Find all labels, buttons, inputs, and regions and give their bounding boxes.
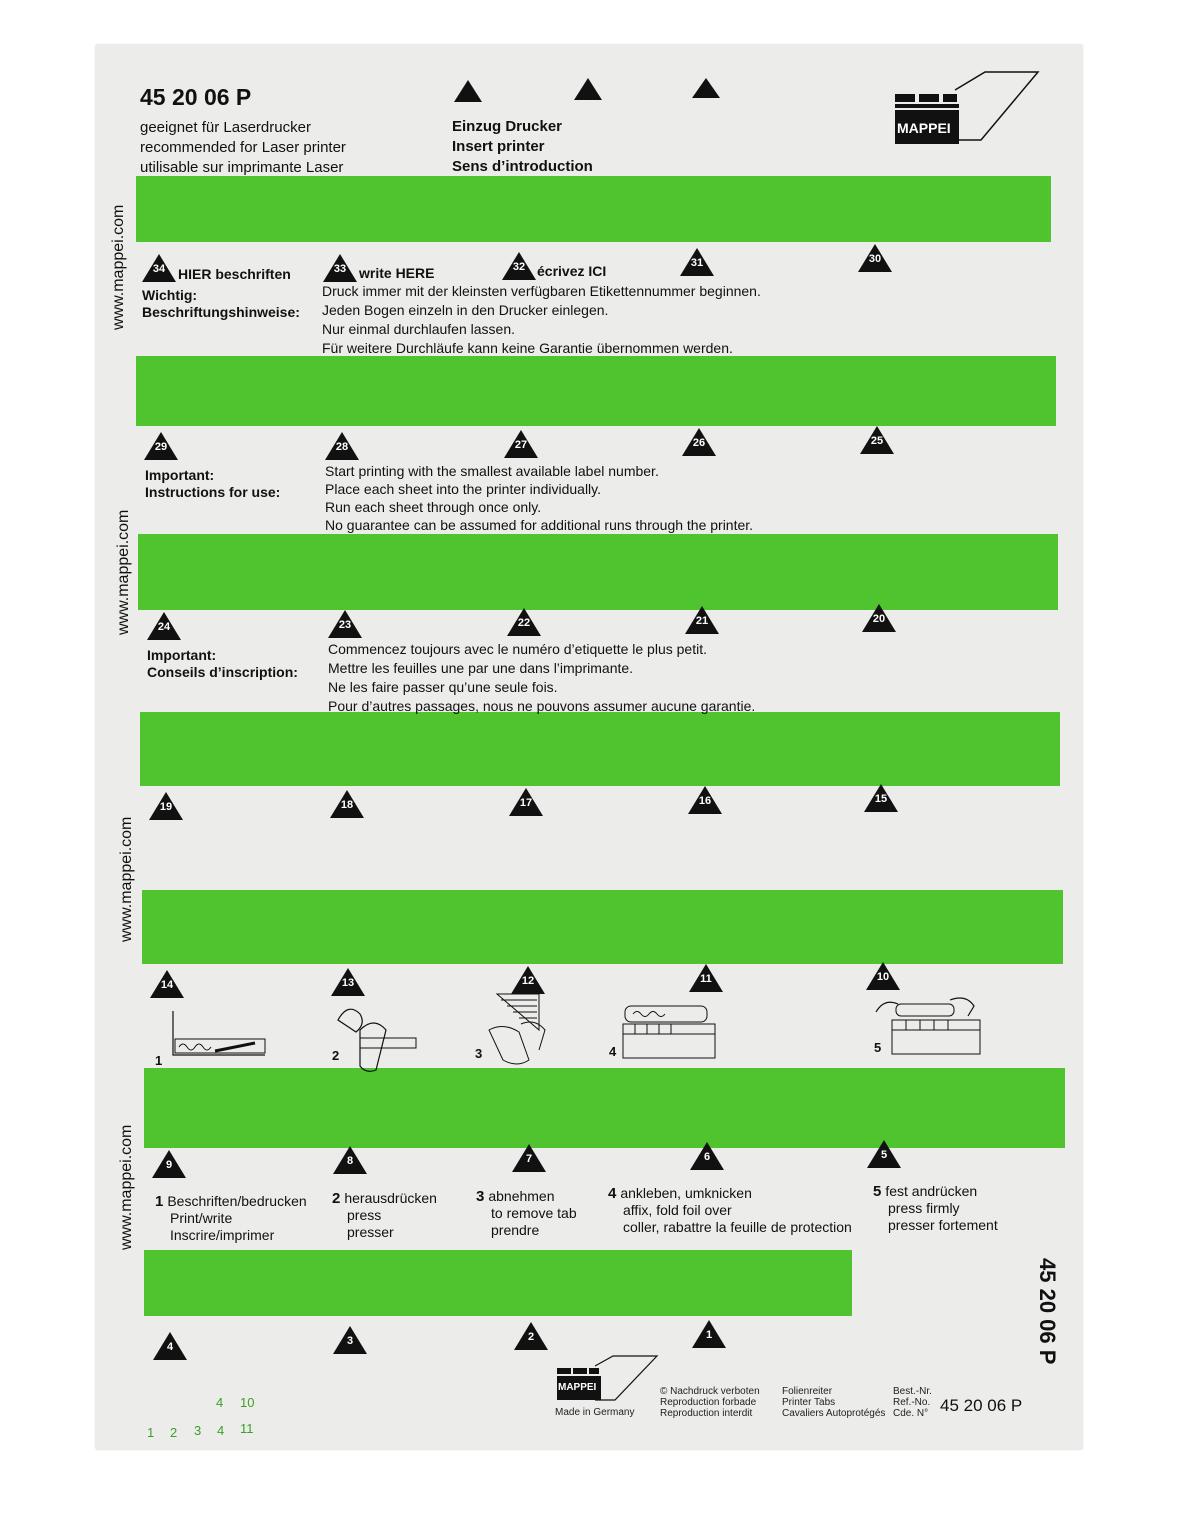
product-type-line: Folienreiter <box>782 1386 833 1397</box>
tab-marker <box>153 1332 187 1360</box>
step-5 <box>873 1183 998 1234</box>
print-number: 10 <box>240 1395 255 1410</box>
made-in-germany: Made in Germany <box>555 1407 635 1418</box>
print-number: 4 <box>216 1395 224 1410</box>
step-number: 1 <box>155 1193 164 1210</box>
notes-heading-fr <box>147 647 298 681</box>
copyright-notice <box>660 1386 760 1419</box>
step-line: presser fortement <box>888 1217 998 1233</box>
tab-number: 33 <box>333 263 347 275</box>
tab-marker <box>680 248 714 276</box>
print-number: 1 <box>147 1425 155 1440</box>
notes-heading-line: Conseils d’inscription: <box>147 664 298 680</box>
product-type <box>782 1386 885 1419</box>
illustration-number: 2 <box>332 1048 340 1063</box>
tab-marker <box>328 610 362 638</box>
notes-line: Jeden Bogen einzeln in den Drucker einlegen. <box>322 302 609 318</box>
notes-fr <box>328 640 755 716</box>
footer-product-code: 45 20 06 P <box>940 1396 1023 1415</box>
step-line: Print/write <box>170 1210 233 1226</box>
step-line: presser <box>347 1224 394 1240</box>
step-line: ankleben, umknicken <box>620 1185 752 1201</box>
step-4 <box>608 1185 852 1236</box>
tab-marker <box>150 970 184 998</box>
illustration-press <box>330 1000 420 1075</box>
label-strip[interactable] <box>136 356 1056 426</box>
step-1 <box>155 1193 307 1244</box>
tab-number: 26 <box>692 437 706 449</box>
product-type-line: Printer Tabs <box>782 1397 836 1408</box>
tab-marker <box>864 784 898 812</box>
product-code: 45 20 06 P <box>140 84 252 110</box>
tab-number: 3 <box>346 1335 354 1347</box>
reference-labels <box>893 1386 932 1419</box>
tab-number: 21 <box>695 615 709 627</box>
tab-number: 8 <box>346 1155 354 1167</box>
tab-number: 34 <box>152 263 166 275</box>
notes-heading-de <box>142 287 300 321</box>
logo-text: MAPPEI <box>897 120 951 136</box>
notes-heading-line: Important: <box>147 647 217 663</box>
tab-marker <box>866 962 900 990</box>
tab-marker <box>860 426 894 454</box>
tab-number: 28 <box>335 441 349 453</box>
tab-number: 29 <box>154 441 168 453</box>
hand-press-firmly-icon <box>870 990 985 1060</box>
label-strip[interactable] <box>138 534 1058 610</box>
notes-line: No guarantee can be assumed for additional runs through the printer. <box>325 517 754 533</box>
notes-line: Für weitere Durchläufe kann keine Garantie übernommen werden. <box>322 340 733 356</box>
tab-number: 16 <box>698 795 712 807</box>
tab-marker <box>149 792 183 820</box>
tab-marker <box>504 430 538 458</box>
illustration-remove <box>475 990 565 1075</box>
notes-line: Nur einmal durchlaufen lassen. <box>322 321 515 337</box>
step-line: to remove tab <box>491 1205 577 1221</box>
tab-affix-icon <box>605 998 720 1063</box>
pen-writing-icon <box>155 1005 270 1070</box>
tab-number: 11 <box>700 973 712 985</box>
step-line: Beschriften/bedrucken <box>167 1193 307 1209</box>
step-line: prendre <box>491 1222 540 1238</box>
tab-marker <box>858 244 892 272</box>
suitability-en: recommended for Laser printer <box>140 139 346 156</box>
notes-heading-line: Important: <box>145 467 215 483</box>
label-strip[interactable] <box>144 1068 1065 1148</box>
ref-label: Best.-Nr. <box>893 1386 932 1397</box>
notes-de <box>322 282 761 358</box>
tab-number: 25 <box>870 435 884 447</box>
tab-marker <box>142 254 176 282</box>
tab-number: 19 <box>159 801 173 813</box>
notes-line: Start printing with the smallest available label number. <box>325 463 659 479</box>
feed-arrows <box>450 78 740 104</box>
tab-number: 6 <box>703 1151 711 1163</box>
notes-line: Ne les faire passer qu’une seule fois. <box>328 679 558 695</box>
notes-line: Druck immer mit der kleinsten verfügbaren Etikettennummer beginnen. <box>322 283 761 299</box>
label-strip[interactable] <box>136 176 1051 242</box>
feed-direction-fr: Sens d’introduction <box>452 158 593 175</box>
logo-folder-icon <box>555 1354 659 1402</box>
step-2 <box>332 1190 437 1241</box>
copyright-line: Reproduction interdit <box>660 1408 753 1419</box>
notes-line: Place each sheet into the printer individually. <box>325 481 602 497</box>
print-number: 11 <box>240 1421 254 1436</box>
illustration-affix <box>605 998 720 1063</box>
print-number: 2 <box>170 1425 178 1440</box>
tab-number: 18 <box>340 799 354 811</box>
tab-marker <box>689 964 723 992</box>
tab-marker <box>862 604 896 632</box>
side-url: www.mappei.com <box>118 1124 135 1250</box>
tab-marker <box>867 1140 901 1168</box>
product-type-line: Cavaliers Autoprotégés <box>782 1408 886 1419</box>
feed-direction-de: Einzug Drucker <box>452 118 563 135</box>
illustration-number: 4 <box>609 1044 617 1059</box>
tab-number: 12 <box>521 975 535 987</box>
ref-label: Cde. N° <box>893 1408 929 1419</box>
tab-number: 1 <box>705 1329 713 1341</box>
notes-heading-line: Instructions for use: <box>145 484 281 500</box>
tab-marker <box>690 1142 724 1170</box>
label-strip[interactable] <box>144 1250 852 1316</box>
tab-marker <box>325 432 359 460</box>
print-number: 3 <box>194 1423 202 1438</box>
copyright-line: © Nachdruck verboten <box>660 1386 760 1397</box>
tab-number: 9 <box>165 1159 173 1171</box>
notes-heading-line: Wichtig: <box>142 287 198 303</box>
tab-marker <box>331 968 365 996</box>
tab-marker <box>512 1144 546 1172</box>
step-number: 2 <box>332 1190 341 1207</box>
suitability-fr: utilisable sur imprimante Laser <box>140 159 344 176</box>
tab-marker <box>147 612 181 640</box>
notes-line: Run each sheet through once only. <box>325 499 542 515</box>
tab-number: 4 <box>166 1341 174 1353</box>
tab-marker <box>685 606 719 634</box>
side-url: www.mappei.com <box>118 816 135 942</box>
illustration-number: 5 <box>874 1040 882 1055</box>
ref-label: Ref.-No. <box>893 1397 931 1408</box>
tab-number: 10 <box>876 971 890 983</box>
copyright-line: Reproduction forbade <box>660 1397 757 1408</box>
step-line: press <box>347 1207 382 1223</box>
feed-direction <box>452 117 593 177</box>
tab-number: 5 <box>880 1149 888 1161</box>
tab-marker <box>330 790 364 818</box>
feed-direction-en: Insert printer <box>452 138 545 155</box>
footer-logo-text: MAPPEI <box>558 1382 597 1393</box>
write-here-fr: écrivez ICI <box>537 263 607 279</box>
step-line: Inscrire/imprimer <box>170 1227 275 1243</box>
feed-arrow-icon <box>454 80 482 102</box>
tab-marker <box>323 254 357 282</box>
illustration-press-firmly <box>870 990 985 1060</box>
tab-number: 30 <box>868 253 882 265</box>
side-url: www.mappei.com <box>110 204 127 330</box>
notes-heading-line: Beschriftungshinweise: <box>142 304 300 320</box>
step-number: 4 <box>608 1185 617 1202</box>
label-strip[interactable] <box>142 890 1063 964</box>
suitability-de: geeignet für Laserdrucker <box>140 119 311 136</box>
step-line: herausdrücken <box>344 1190 437 1206</box>
label-strip[interactable] <box>140 712 1060 786</box>
step-line: fest andrücken <box>885 1183 978 1199</box>
write-here-en: write HERE <box>359 265 435 281</box>
tab-number: 7 <box>525 1153 533 1165</box>
illustration-number: 1 <box>155 1053 163 1068</box>
printer-suitability <box>140 118 346 178</box>
notes-en <box>325 462 753 534</box>
tab-marker <box>144 432 178 460</box>
tab-number: 32 <box>512 261 526 273</box>
tab-marker <box>682 428 716 456</box>
tab-marker <box>152 1150 186 1178</box>
tab-marker <box>502 252 536 280</box>
step-number: 3 <box>476 1188 485 1205</box>
notes-line: Mettre les feuilles une par une dans l’imprimante. <box>328 660 634 676</box>
tab-marker <box>509 788 543 816</box>
feed-arrow-icon <box>692 78 720 98</box>
feed-arrow-icon <box>574 78 602 100</box>
notes-line: Commencez toujours avec le numéro d’etiquette le plus petit. <box>328 641 707 657</box>
tab-number: 27 <box>514 439 528 451</box>
tab-number: 23 <box>338 619 352 631</box>
illustration-write <box>155 1005 270 1070</box>
logo-folder-icon <box>893 70 1043 150</box>
write-here-de: HIER beschriften <box>178 266 291 282</box>
tab-marker <box>333 1146 367 1174</box>
step-line: abnehmen <box>488 1188 555 1204</box>
notes-line: Pour d’autres passages, nous ne pouvons assumer aucune garantie. <box>328 698 756 714</box>
tab-number: 20 <box>872 613 886 625</box>
tab-number: 17 <box>519 797 533 809</box>
step-line: coller, rabattre la feuille de protection <box>623 1219 852 1235</box>
tab-number: 2 <box>527 1331 535 1343</box>
step-number: 5 <box>873 1183 882 1200</box>
notes-heading-en <box>145 467 280 501</box>
step-line: affix, fold foil over <box>623 1202 732 1218</box>
tab-number: 31 <box>690 257 704 269</box>
print-number: 4 <box>217 1423 225 1438</box>
tab-number: 22 <box>517 617 531 629</box>
tab-number: 14 <box>160 979 174 991</box>
vertical-product-code: 45 20 06 P <box>1035 1258 1060 1365</box>
side-url: www.mappei.com <box>115 509 132 635</box>
tab-marker <box>514 1322 548 1350</box>
step-3 <box>476 1188 577 1239</box>
tab-marker <box>333 1326 367 1354</box>
illustration-number: 3 <box>475 1046 483 1061</box>
tab-marker <box>692 1320 726 1348</box>
tab-marker <box>507 608 541 636</box>
tab-marker <box>688 786 722 814</box>
tab-number: 15 <box>874 793 888 805</box>
footer-logo <box>555 1354 659 1402</box>
tab-number: 24 <box>157 621 171 633</box>
tab-number: 13 <box>341 977 355 989</box>
tab-remove-icon <box>475 990 565 1075</box>
mappei-logo <box>893 70 1043 150</box>
step-line: press firmly <box>888 1200 960 1216</box>
hand-press-icon <box>330 1000 420 1075</box>
